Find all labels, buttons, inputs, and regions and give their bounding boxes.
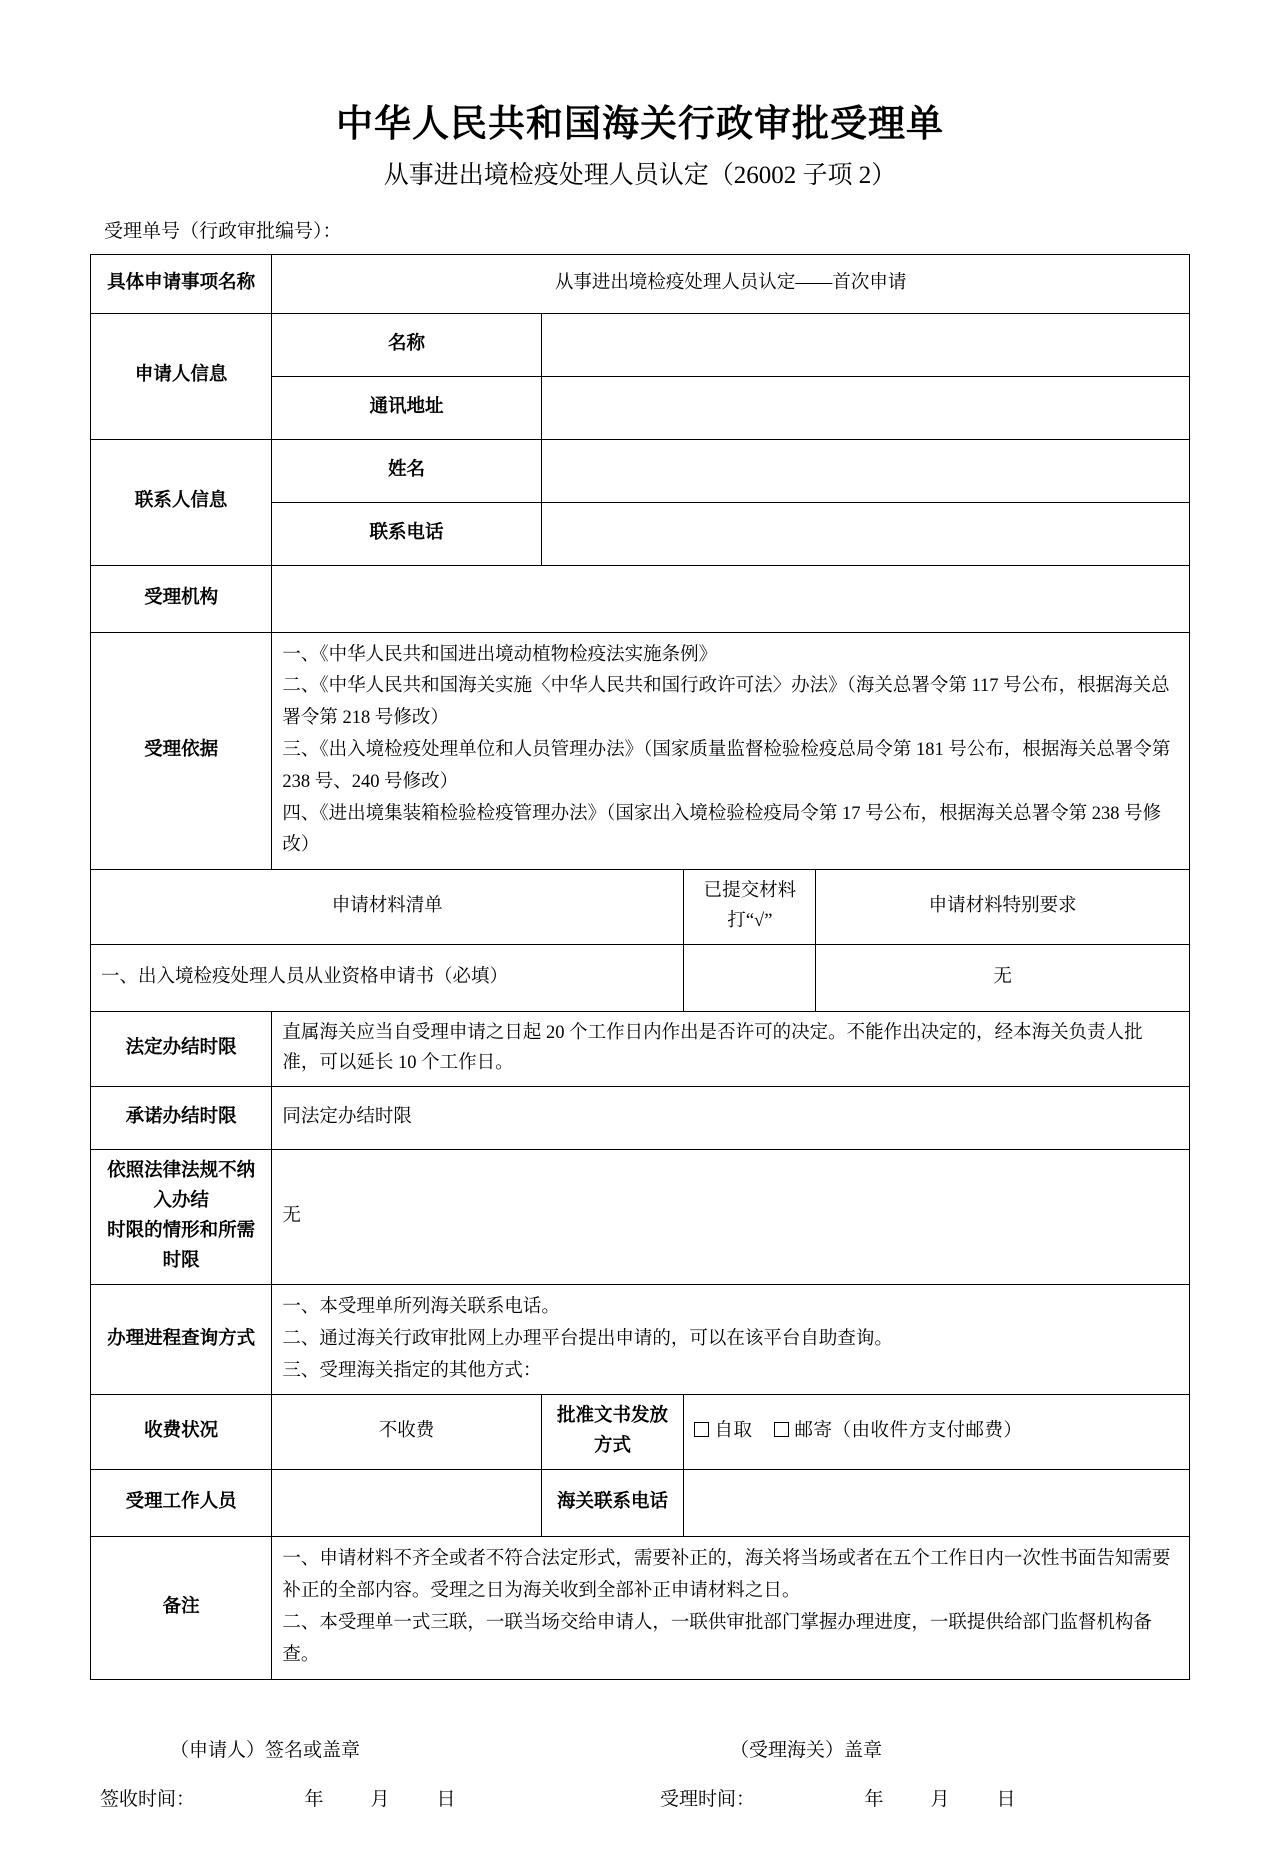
table-row-staff-phone [91,1470,1190,1537]
table-row-statutory-limit [91,1012,1190,1087]
receive-time-label: 签收时间： [100,1788,196,1810]
statutory-limit-label: 法定办结时限 [91,1012,272,1087]
customs-seal-label: （受理海关）盖章 [730,1739,883,1761]
excluded-limit-label-line1: 依照法律法规不纳入办结 [107,1161,256,1212]
accept-time-block [640,1784,1190,1811]
signature-labels-row [90,1732,1190,1770]
delivery-label: 批准文书发放方式 [541,1395,684,1470]
table-row-contact-name [91,439,1190,502]
receive-time-month: 月 [370,1788,390,1810]
table-row-accepting-org [91,565,1190,632]
table-row-legal-basis [91,632,1190,870]
applicant-address-field[interactable] [541,376,1189,439]
table-row-remarks [91,1537,1190,1679]
legal-basis-content [272,632,1190,870]
customs-phone-field[interactable] [684,1470,1190,1537]
table-row-progress-query [91,1284,1190,1394]
accepting-org-field[interactable] [272,565,1190,632]
fee-value: 不收费 [272,1395,541,1470]
table-row-fee-delivery [91,1395,1190,1470]
remarks-item-1: 一、申请材料不齐全或者不符合法定形式，需要补正的，海关将当场或者在五个工作日内一次性书面告知需要补正的全部内容。受理之日为海关收到全部补正申请材料之日。 [282,1549,1171,1602]
promised-limit-value: 同法定办结时限 [272,1087,1190,1150]
promised-limit-label: 承诺办结时限 [91,1087,272,1150]
applicant-name-field[interactable] [541,313,1189,376]
excluded-limit-value: 无 [272,1150,1190,1285]
customs-phone-label: 海关联系电话 [541,1470,684,1537]
delivery-options [684,1395,1190,1470]
contact-phone-field[interactable] [541,502,1189,565]
contact-name-field[interactable] [541,439,1189,502]
material-item-name: 一、出入境检疫处理人员从业资格申请书（必填） [91,945,684,1012]
receipt-number-label: 受理单号（行政审批编号）： [104,220,342,242]
progress-query-label: 办理进程查询方式 [91,1284,272,1394]
contact-name-label: 姓名 [272,439,541,502]
materials-list-header: 申请材料清单 [91,870,684,945]
progress-query-item-2: 二、通过海关行政审批网上办理平台提出申请的，可以在该平台自助查询。 [282,1328,893,1349]
table-row-item-name [91,254,1190,313]
progress-query-item-1: 一、本受理单所列海关联系电话。 [282,1296,560,1317]
accept-time-month: 月 [930,1788,950,1810]
submitted-header-line1: 已提交材料 [703,881,797,902]
table-row-materials-header [91,870,1190,945]
table-row-excluded-limit [91,1150,1190,1285]
material-item-submitted-checkbox[interactable] [684,945,816,1012]
item-name-value[interactable]: 从事进出境检疫处理人员认定——首次申请 [272,254,1190,313]
legal-basis-item-3: 三、《出入境检疫处理单位和人员管理办法》（国家质量监督检验检疫总局令第 181 号公布，根据海关总署令第 238 号、240 号修改） [282,739,1171,792]
legal-basis-item-2: 二、《中华人民共和国海关实施〈中华人民共和国行政许可法〉办法》（海关总署令第 117 号公布，根据海关总署令第 218 号修改） [282,676,1170,729]
applicant-signature-label: （申请人）签名或盖章 [170,1739,361,1761]
receive-time-block [90,1784,640,1811]
applicant-name-label: 名称 [272,313,541,376]
remarks-item-2: 二、本受理单一式三联，一联当场交给申请人，一联供审批部门掌握办理进度，一联提供给部门监督机构备查。 [282,1612,1152,1665]
delivery-option-mail-label: 邮寄（由收件方支付邮费） [794,1421,1023,1442]
statutory-limit-value: 直属海关应当自受理申请之日起 20 个工作日内作出是否许可的决定。不能作出决定的，经本海关负责人批准，可以延长 10 个工作日。 [272,1012,1190,1087]
remarks-content [272,1537,1190,1679]
table-row-promised-limit [91,1087,1190,1150]
legal-basis-item-4: 四、《进出境集装箱检验检疫管理办法》（国家出入境检验检疫局令第 17 号公布，根据海关总署令第 238 号修改） [282,803,1162,856]
progress-query-item-3: 三、受理海关指定的其他方式： [282,1360,542,1381]
item-name-label: 具体申请事项名称 [91,254,272,313]
page-title: 中华人民共和国海关行政审批受理单 [336,104,944,145]
page-subtitle: 从事进出境检疫处理人员认定（26002 子项 2） [383,161,897,189]
applicant-info-label: 申请人信息 [91,313,272,439]
staff-field[interactable] [272,1470,541,1537]
date-labels-row [90,1784,1190,1811]
approval-form-table [90,254,1190,1680]
special-requirement-header: 申请材料特别要求 [816,870,1190,945]
legal-basis-item-1: 一、《中华人民共和国进出境动植物检疫法实施条例》 [282,644,718,665]
table-row-applicant-name [91,313,1190,376]
accept-time-year: 年 [864,1788,884,1810]
applicant-address-label: 通讯地址 [272,376,541,439]
accepting-org-label: 受理机构 [91,565,272,632]
signature-footer [90,1732,1190,1811]
receive-time-year: 年 [304,1788,324,1810]
receive-time-day: 日 [436,1788,456,1810]
checkbox-self-pickup-icon[interactable] [694,1422,709,1437]
remarks-label: 备注 [91,1537,272,1679]
legal-basis-label: 受理依据 [91,632,272,870]
accept-time-day: 日 [996,1788,1016,1810]
material-item-special-requirement: 无 [816,945,1190,1012]
submitted-header-line2: 打“√” [727,911,773,932]
excluded-limit-label [91,1150,272,1285]
fee-label: 收费状况 [91,1395,272,1470]
checkbox-mail-icon[interactable] [774,1422,789,1437]
accept-time-label: 受理时间： [660,1788,756,1810]
excluded-limit-label-line2: 时限的情形和所需时限 [107,1221,256,1271]
contact-phone-label: 联系电话 [272,502,541,565]
table-row [91,945,1190,1012]
staff-label: 受理工作人员 [91,1470,272,1537]
progress-query-content [272,1284,1190,1394]
contact-info-label: 联系人信息 [91,439,272,565]
delivery-option-self-label: 自取 [714,1421,753,1442]
submitted-header [684,870,816,945]
